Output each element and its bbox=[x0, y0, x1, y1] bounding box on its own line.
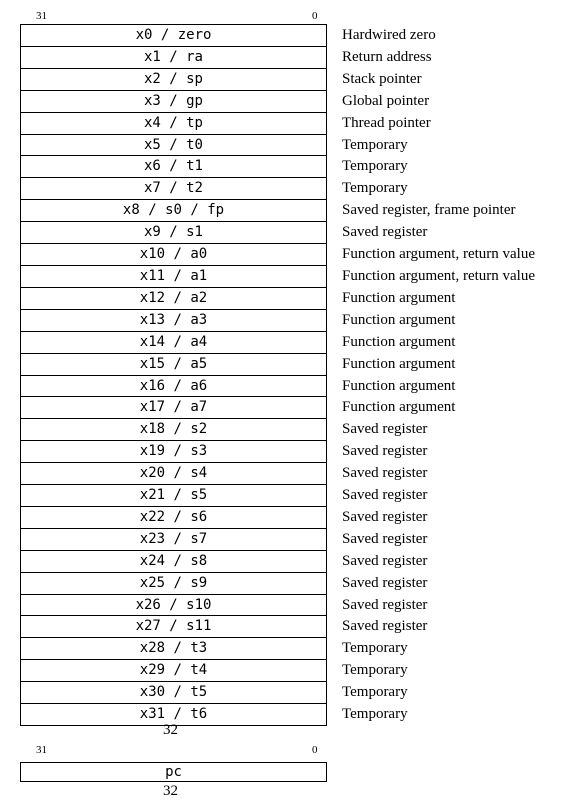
register-description: Saved register bbox=[342, 596, 428, 613]
register-description: Saved register bbox=[342, 574, 428, 591]
register-row bbox=[20, 47, 432, 69]
register-name: x6 / t1 bbox=[143, 158, 203, 175]
register-name: x25 / s9 bbox=[139, 574, 208, 591]
register-row bbox=[20, 113, 431, 135]
register-row bbox=[20, 354, 456, 376]
register-row bbox=[20, 178, 408, 200]
register-name: x28 / t3 bbox=[139, 640, 208, 657]
register-name: x21 / s5 bbox=[139, 487, 208, 504]
register-row bbox=[20, 332, 456, 354]
register-name: x29 / t4 bbox=[139, 662, 208, 679]
register-description: Function argument, return value bbox=[342, 267, 536, 284]
bit-index-low: 0 bbox=[312, 10, 318, 22]
register-description: Stack pointer bbox=[342, 70, 422, 87]
register-description: Temporary bbox=[342, 180, 408, 197]
register-description: Temporary bbox=[342, 158, 408, 175]
register-row bbox=[20, 529, 428, 551]
register-description: Saved register bbox=[342, 530, 428, 547]
register-name: x15 / a5 bbox=[139, 355, 208, 372]
register-description: Function argument bbox=[342, 355, 456, 372]
register-description: Hardwired zero bbox=[342, 27, 436, 43]
register-description: Temporary bbox=[342, 136, 408, 153]
program-counter-box bbox=[20, 762, 327, 782]
register-name: x3 / gp bbox=[143, 92, 203, 109]
register-description: Saved register bbox=[342, 552, 428, 569]
register-name: x2 / sp bbox=[143, 70, 203, 87]
register-name: x22 / s6 bbox=[139, 508, 208, 525]
register-description: Saved register, frame pointer bbox=[342, 202, 516, 219]
register-description: Saved register bbox=[342, 421, 428, 438]
register-row bbox=[20, 200, 516, 222]
register-name: x12 / a2 bbox=[139, 289, 208, 306]
register-name: x13 / a3 bbox=[139, 311, 208, 328]
register-row bbox=[20, 25, 436, 47]
program-counter-name: pc bbox=[165, 764, 182, 780]
register-description: Saved register bbox=[342, 487, 428, 504]
register-row bbox=[20, 595, 428, 617]
register-description: Function argument, return value bbox=[342, 246, 536, 263]
register-name: x10 / a0 bbox=[139, 246, 208, 263]
pc-bit-index-low: 0 bbox=[312, 744, 318, 756]
register-description: Saved register bbox=[342, 618, 428, 635]
register-row bbox=[20, 135, 408, 157]
register-row bbox=[20, 397, 456, 419]
register-row bbox=[20, 419, 428, 441]
register-description: Saved register bbox=[342, 508, 428, 525]
register-description: Function argument bbox=[342, 333, 456, 350]
register-row bbox=[20, 156, 408, 178]
register-row bbox=[20, 573, 428, 595]
register-description: Saved register bbox=[342, 443, 428, 460]
register-description: Temporary bbox=[342, 684, 408, 701]
register-name: x27 / s11 bbox=[135, 618, 212, 635]
register-row bbox=[20, 660, 408, 682]
pc-bit-index-high: 31 bbox=[36, 744, 47, 756]
register-description: Function argument bbox=[342, 311, 456, 328]
register-name: x17 / a7 bbox=[139, 399, 208, 416]
register-name: x9 / s1 bbox=[143, 224, 203, 241]
bit-index-high: 31 bbox=[36, 10, 47, 22]
register-description: Function argument bbox=[342, 377, 456, 394]
register-name: x1 / ra bbox=[143, 48, 203, 65]
register-name: x16 / a6 bbox=[139, 377, 208, 394]
register-name: x11 / a1 bbox=[139, 267, 208, 284]
register-row bbox=[20, 682, 408, 704]
register-row bbox=[20, 69, 422, 91]
register-name: x20 / s4 bbox=[139, 465, 208, 482]
register-row bbox=[20, 222, 428, 244]
register-name: x7 / t2 bbox=[143, 180, 203, 197]
register-row bbox=[20, 507, 428, 529]
register-row bbox=[20, 376, 456, 398]
register-description: Temporary bbox=[342, 706, 408, 723]
register-name: x19 / s3 bbox=[139, 443, 208, 460]
register-name: x30 / t5 bbox=[139, 684, 208, 701]
register-description: Temporary bbox=[342, 662, 408, 679]
pc-width-label: 32 bbox=[163, 783, 178, 799]
register-name: x31 / t6 bbox=[139, 706, 208, 723]
register-row bbox=[20, 310, 456, 332]
register-description: Global pointer bbox=[342, 92, 430, 109]
register-name: x18 / s2 bbox=[139, 421, 208, 438]
register-row bbox=[20, 244, 536, 266]
register-description: Function argument bbox=[342, 399, 456, 416]
register-width-label: 32 bbox=[163, 722, 178, 738]
register-row bbox=[20, 91, 430, 113]
register-description: Saved register bbox=[342, 224, 428, 241]
register-name: x24 / s8 bbox=[139, 552, 208, 569]
register-row bbox=[20, 266, 536, 288]
register-description: Saved register bbox=[342, 465, 428, 482]
register-row bbox=[20, 638, 408, 660]
register-description: Return address bbox=[342, 48, 432, 65]
register-row bbox=[20, 463, 428, 485]
register-description: Temporary bbox=[342, 640, 408, 657]
register-description: Function argument bbox=[342, 289, 456, 306]
register-row bbox=[20, 288, 456, 310]
register-name: x26 / s10 bbox=[135, 596, 212, 613]
register-name: x5 / t0 bbox=[143, 136, 203, 153]
register-name: x8 / s0 / fp bbox=[122, 202, 225, 219]
register-row bbox=[20, 616, 428, 638]
register-name: x4 / tp bbox=[143, 114, 203, 131]
register-row bbox=[20, 551, 428, 573]
register-name: x0 / zero bbox=[135, 27, 212, 43]
register-row bbox=[20, 441, 428, 463]
register-name: x14 / a4 bbox=[139, 333, 208, 350]
register-description: Thread pointer bbox=[342, 114, 431, 131]
register-name: x23 / s7 bbox=[139, 530, 208, 547]
register-file-table bbox=[20, 24, 536, 726]
register-row bbox=[20, 485, 428, 507]
